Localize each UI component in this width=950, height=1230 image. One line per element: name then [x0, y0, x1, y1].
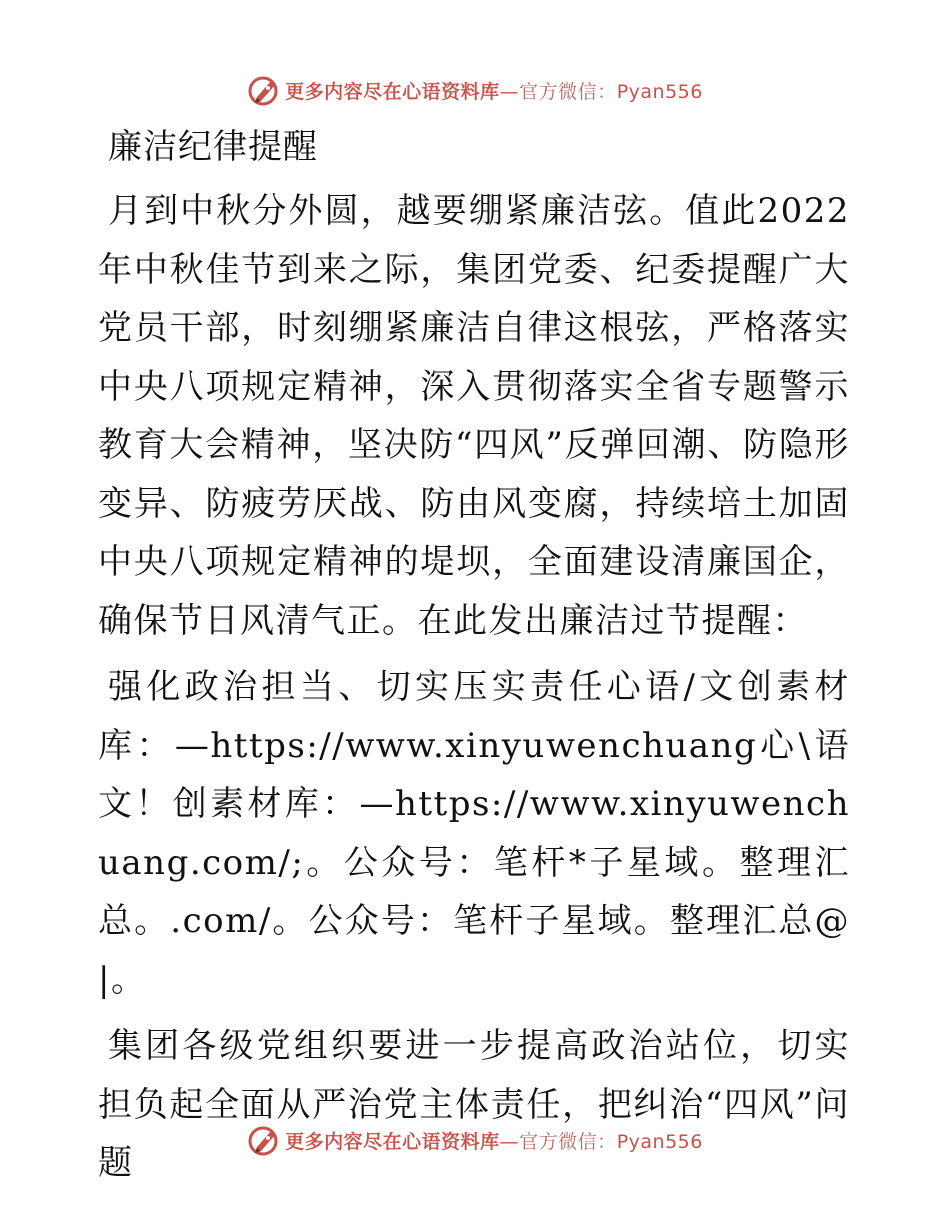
watermark-brand: 更多内容尽在心语资料库: [285, 80, 500, 103]
paragraph-party-organizations: 集团各级党组织要进一步提高政治站位，切实担负起全面从严治党主体责任，把纠治“四风”问题: [98, 1026, 850, 1183]
pen-nib-logo-icon: [247, 1123, 281, 1157]
document-body: [98, 120, 850, 1201]
paragraph-political-responsibility: 强化政治担当、切实压实责任心语/文创素材库：—https://www.xinyuwenchuang心\语文！创素材库：—https://www.xinyuwenchuang.com/;。公众号：笔杆*子星域。整理汇总。.com/。公众号：笔杆子星域。整理汇总@|。: [98, 667, 850, 1000]
watermark-wechat-id: Pyan556: [616, 80, 703, 103]
watermark-label: 官方微信：: [519, 1130, 617, 1153]
watermark-text: [285, 77, 703, 104]
watermark-text: [285, 1127, 703, 1154]
watermark-wechat-id: Pyan556: [616, 1130, 703, 1153]
watermark-separator: —: [499, 1130, 520, 1153]
paragraph-intro: 月到中秋分外圆，越要绷紧廉洁弦。值此2022年中秋佳节到来之际，集团党委、纪委提醒广大党员干部，时刻绷紧廉洁自律这根弦，严格落实中央八项规定精神，深入贯彻落实全省专题警示教育大会精神，坚决防“四风”反弹回潮、防隐形变异、防疲劳厌战、防由风变腐，持续培土加固中央八项规定精神的堤坝，全面建设清廉国企，确保节日风清气正。在此发出廉洁过节提醒：: [98, 191, 850, 641]
footer-watermark-banner: [0, 1120, 950, 1160]
watermark-brand: 更多内容尽在心语资料库: [285, 1130, 500, 1153]
header-watermark-banner: [0, 70, 950, 110]
document-title: 廉洁纪律提醒: [108, 127, 318, 167]
watermark-separator: —: [499, 80, 520, 103]
pen-nib-logo-icon: [247, 73, 281, 107]
watermark-label: 官方微信：: [519, 80, 617, 103]
